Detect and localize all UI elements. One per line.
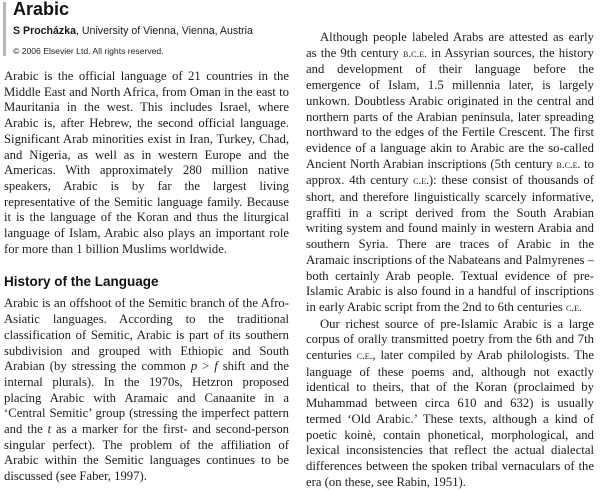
left-column <box>4 69 289 485</box>
text-run: as a marker for the first- and second-person singular perfect). The problem of the affiliation of Arabic within the Semitic languages continues to be discussed (see Faber, 1997). <box>4 422 290 484</box>
era-abbrev: b.c.e. <box>403 47 427 60</box>
text-run: Our richest source of pre-Islamic Arabic is a large corpus of orally transmitted poetry from the 6th and 7th centuries <box>306 316 594 363</box>
italic-f: f <box>214 359 218 374</box>
author-name: S Procházka <box>13 25 77 37</box>
italic-t: t <box>47 422 52 437</box>
article-title: Arabic <box>13 0 70 19</box>
text-run: shift and the internal plurals). In the 1970s, Hetzron proposed placing Arabic with Aramaic and Canaanite in a ‘Central Semitic’ group (stressing the imperfect pattern and the <box>4 359 289 437</box>
text-run: ): these consist of thousands of short, and therefore linguistically scarcely informative, graffiti in a script derived from the South Arabian writing system and found mainly in western Arabia and southern Syria. There are traces of Arabic in the Aramaic inscriptions of the Nabateans and Palmyrenes – both certainly Arab people. Textual evidence of pre-Islamic Arabic is also found in a handful of inscriptions in early Arabic script from the 2nd to 6th centuries <box>306 173 594 314</box>
author-line <box>13 25 253 38</box>
article-header <box>0 0 290 58</box>
text-run: to approx. 4th century <box>306 156 594 188</box>
history-paragraph-3 <box>306 317 594 490</box>
era-abbrev: c.e. <box>356 350 373 363</box>
history-paragraph-1 <box>4 296 289 484</box>
history-paragraph-2 <box>306 30 594 317</box>
header-accent-bar <box>3 2 6 56</box>
italic-p: p <box>190 359 198 374</box>
text-run: in Assyrian sources, the history and development of their language before the emergence of Islam, 1.5 millennia later, is largely unkown. Doubtless Arabic originated in the central and northern parts of the Arabian peninsula, later spreading northward to the edges of the Fertile Crescent. The first evidence of a language akin to Arabic are the so-called Ancient North Arabian inscriptions (5th century <box>306 45 594 171</box>
text-run: , later compiled by Arab philologists. The language of these poems and, although not exactly identical to theirs, that of the Koran (proclaimed by Muhammad between circa 610 and 632) is usually termed ‘Old Arabic.’ These texts, although a kind of poetic koinè, contain phonetical, morphological, and lexical inconsistencies that reflect the actual dialectal differences between the spoken tribal vernaculars of the era (on these, see Rabin, 1951). <box>306 348 594 489</box>
era-abbrev: c.e. <box>413 175 429 188</box>
era-abbrev: c.e. <box>566 301 582 314</box>
intro-paragraph: Arabic is the official language of 21 countries in the Middle East and North Africa, from Oman in the east to Mauritania in the west. This includes Israel, where Arabic is, after Hebrew, the second official language. Significant Arab minorities exist in Iran, Turkey, Chad, and Nigeria, as well as in western Europe and the Americas. With approximately 280 million native speakers, Arabic is by far the largest living representative of the Semitic language family. Because it is the language of the Koran and thus the liturgical language of Islam, Arabic also plays an important role for more than 1 billion Muslims worldwide. <box>4 69 289 256</box>
copyright-notice: © 2006 Elsevier Ltd. All rights reserved. <box>13 46 164 56</box>
text-run: Although people labeled Arabs are attested as early as the 9th century <box>306 30 594 60</box>
text-run: > <box>197 359 215 374</box>
section-heading-history: History of the Language <box>4 274 159 290</box>
right-column <box>306 30 594 490</box>
author-affiliation: , University of Vienna, Vienna, Austria <box>76 25 253 37</box>
text-run: Arabic is an offshoot of the Semitic branch of the Afro-Asiatic languages. According to the traditional classification of Semitic, Arabic is part of its southern subdivision and grouped with Ethiopic and South Arabian (by stressing the common <box>4 296 289 374</box>
era-abbrev: b.c.e. <box>556 158 581 171</box>
